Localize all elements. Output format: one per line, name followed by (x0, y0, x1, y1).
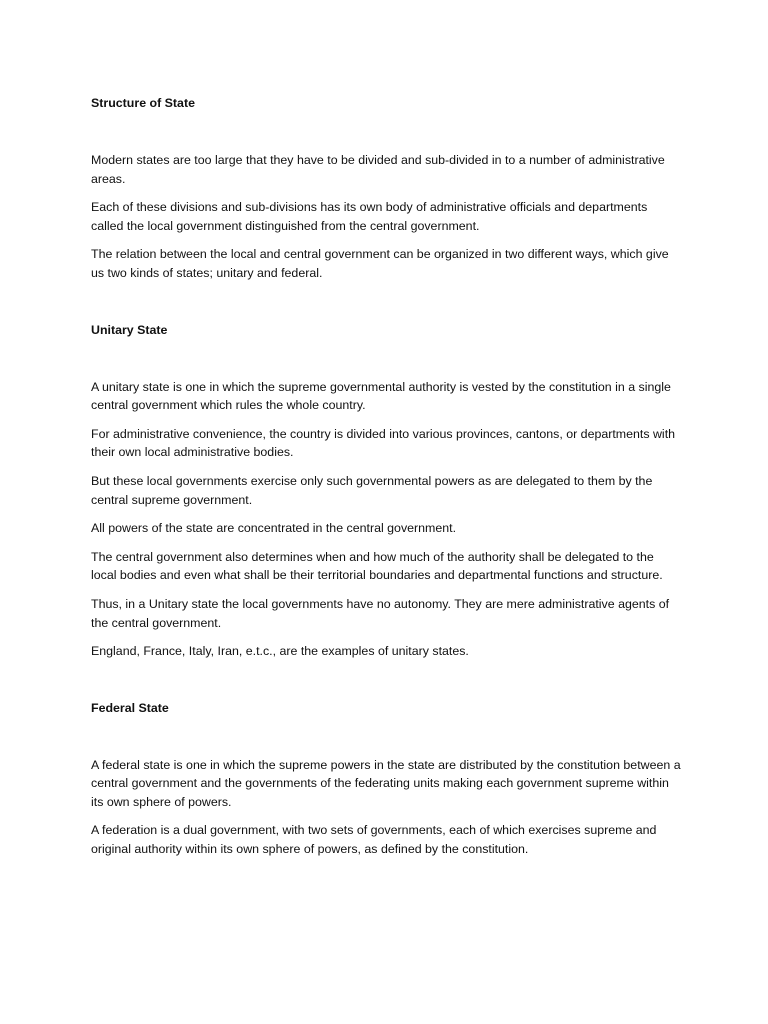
section-heading-structure-of-state: Structure of State (91, 96, 195, 110)
paragraph: A unitary state is one in which the supreme governmental authority is vested by the constitution in a single central government which rules the whole country. (91, 379, 671, 413)
paragraph: Thus, in a Unitary state the local governments have no autonomy. They are mere administrative agents of the central government. (91, 596, 670, 630)
section-heading-unitary-state: Unitary State (91, 322, 168, 337)
paragraph: For administrative convenience, the country is divided into various provinces, cantons, or departments with their own local administrative bodies. (91, 426, 676, 460)
paragraph: The relation between the local and central government can be organized in two different ways, which give us two kinds of states; unitary and federal. (91, 247, 669, 280)
paragraph: The central government also determines when and how much of the authority shall be delegated to the local bodies and even what shall be their territorial boundaries and departmental functions and structure. (91, 549, 663, 583)
paragraph: Modern states are too large that they have to be divided and sub-divided in to a number of administrative areas. (91, 153, 665, 186)
paragraph: Each of these divisions and sub-divisions has its own body of administrative officials and departments called the local government distinguished from the central government. (91, 200, 648, 233)
paragraph: All powers of the state are concentrated in the central government. (91, 521, 457, 536)
paragraph: England, France, Italy, Iran, e.t.c., are the examples of unitary states. (91, 644, 469, 659)
paragraph: A federation is a dual government, with two sets of governments, each of which exercises supreme and original authority within its own sphere of powers, as defined by the constitution. (91, 823, 657, 857)
paragraph: A federal state is one in which the supreme powers in the state are distributed by the constitution between a central government and the governments of the federating units making each government supreme within its own sphere of powers. (91, 757, 681, 809)
document-body (91, 94, 681, 869)
paragraph: But these local governments exercise only such governmental powers as are delegated to them by the central supreme government. (91, 473, 653, 507)
section-heading-federal-state: Federal State (91, 700, 169, 715)
